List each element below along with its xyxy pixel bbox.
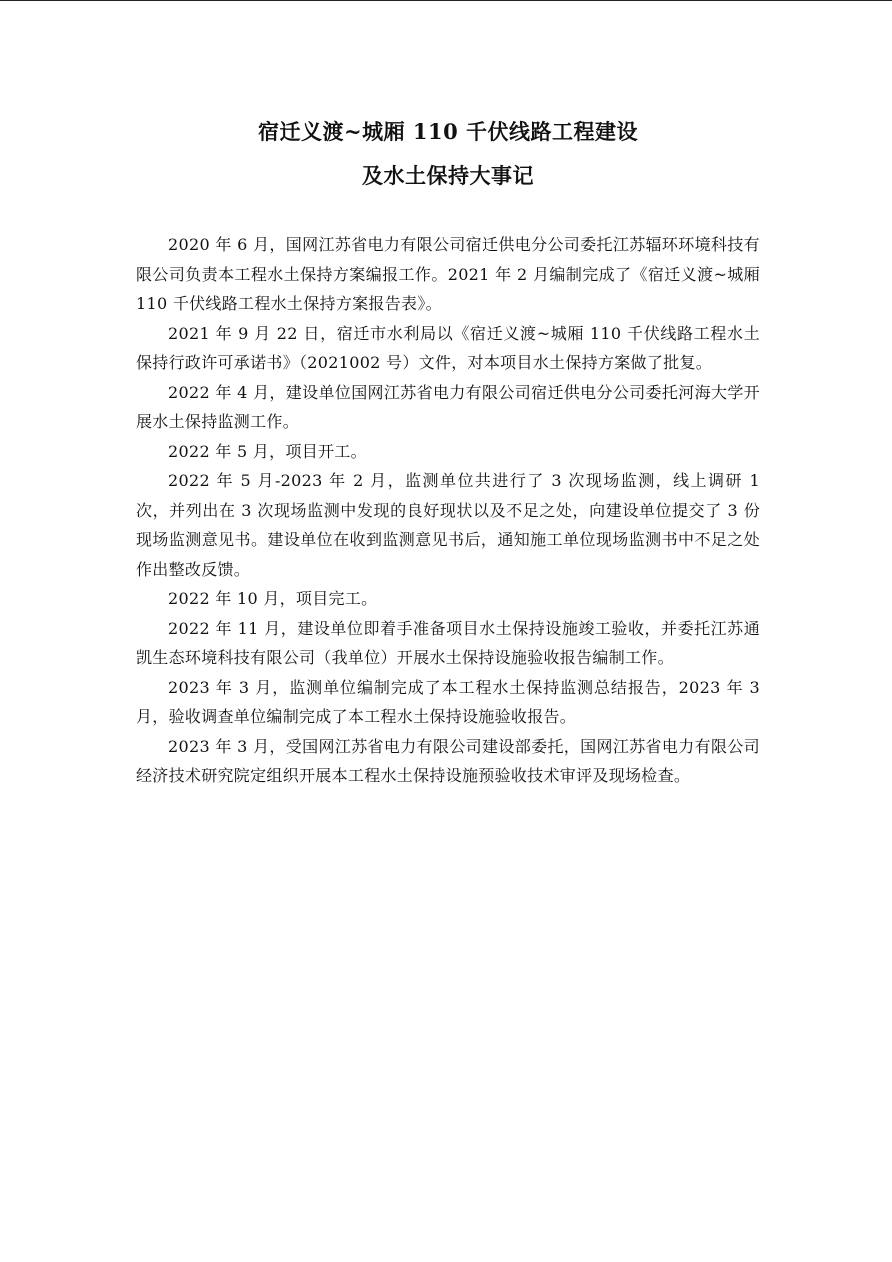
- paragraph-5: 2022 年 5 月-2023 年 2 月，监测单位共进行了 3 次现场监测，线上调研 1 次，并列出在 3 次现场监测中发现的良好现状以及不足之处，向建设单位提交了 3 份现场监测意见书。建设单位在收到监测意见书后，通知施工单位现场监测书中不足之处作出整改反馈。: [136, 471, 760, 579]
- paragraph-8: 2023 年 3 月，监测单位编制完成了本工程水土保持监测总结报告，2023 年 3 月，验收调查单位编制完成了本工程水土保持设施验收报告。: [136, 677, 760, 726]
- paragraph-2: 2021 年 9 月 22 日，宿迁市水利局以《宿迁义渡~城厢 110 千伏线路工程水土保持行政许可承诺书》（2021002 号）文件，对本项目水土保持方案做了批复。: [136, 323, 760, 372]
- paragraph-7: 2022 年 11 月，建设单位即着手准备项目水土保持设施竣工验收，并委托江苏通凯生态环境科技有限公司（我单位）开展水土保持设施验收报告编制工作。: [136, 618, 760, 667]
- title-line-2: 及水土保持大事记: [362, 163, 534, 188]
- paragraph-9: 2023 年 3 月，受国网江苏省电力有限公司建设部委托，国网江苏省电力有限公司经济技术研究院定组织开展本工程水土保持设施预验收技术审评及现场检查。: [136, 736, 760, 785]
- document-body: [136, 230, 760, 791]
- paragraph-1: 2020 年 6 月，国网江苏省电力有限公司宿迁供电分公司委托江苏辐环环境科技有限公司负责本工程水土保持方案编报工作。2021 年 2 月编制完成了《宿迁义渡~城厢 110 千伏线路工程水土保持方案报告表》。: [136, 235, 760, 313]
- title-line-1: 宿迁义渡~城厢 110 千伏线路工程建设: [257, 119, 639, 144]
- page-top-border: [0, 0, 892, 1]
- paragraph-6: 2022 年 10 月，项目完工。: [168, 589, 378, 608]
- paragraph-4: 2022 年 5 月，项目开工。: [168, 441, 367, 461]
- document-title: [136, 110, 760, 198]
- paragraph-3: 2022 年 4 月，建设单位国网江苏省电力有限公司宿迁供电分公司委托河海大学开展水土保持监测工作。: [136, 382, 760, 431]
- document-page: [136, 110, 760, 791]
